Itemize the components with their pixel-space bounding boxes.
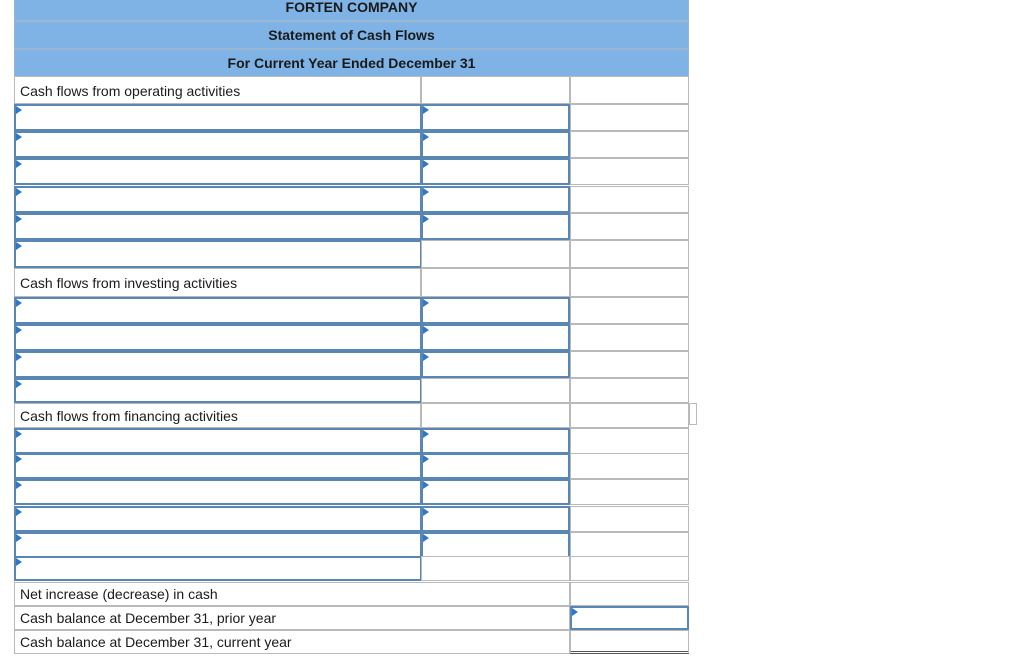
financing-line-5-total-cell — [570, 532, 689, 558]
operating-line-5-label-input[interactable] — [14, 213, 422, 240]
dropdown-marker-icon — [16, 380, 22, 388]
dropdown-marker-icon — [16, 133, 22, 141]
investing-section-label-amount-cell — [421, 268, 570, 297]
investing-line-2-total-cell — [570, 324, 689, 351]
dropdown-marker-icon — [16, 160, 22, 168]
operating-line-3-label-input[interactable] — [14, 158, 422, 185]
net-change-row-amount-cell — [570, 582, 689, 606]
dropdown-marker-icon — [423, 106, 429, 114]
financing-section-label — [14, 403, 421, 428]
company-name-text: FORTEN COMPANY — [285, 0, 418, 15]
operating-line-3-amount-input[interactable] — [421, 158, 570, 185]
operating-net-line-amount-cell — [421, 240, 570, 268]
investing-line-2-label-input[interactable] — [14, 324, 422, 351]
financing-section-label-total-cell — [570, 403, 689, 428]
financing-line-5-amount-input[interactable] — [421, 532, 570, 558]
dropdown-marker-icon — [16, 242, 22, 250]
operating-line-2-amount-input[interactable] — [421, 131, 570, 158]
financing-net-line-amount-cell — [421, 556, 570, 581]
financing-line-1-total-cell — [570, 428, 689, 454]
statement-title-text: Statement of Cash Flows — [268, 27, 435, 43]
investing-line-3-amount-input[interactable] — [421, 351, 570, 378]
financing-line-4-label-input[interactable] — [14, 506, 422, 532]
operating-net-line-total-cell — [570, 240, 689, 268]
dropdown-marker-icon — [16, 106, 22, 114]
dropdown-marker-icon — [423, 160, 429, 168]
operating-line-1-label-input[interactable] — [14, 104, 422, 131]
dropdown-marker-icon — [16, 455, 22, 463]
financing-section-label-text: Cash flows from financing activities — [20, 408, 238, 424]
current-balance-row-amount-cell[interactable] — [570, 630, 689, 654]
operating-line-5-amount-input[interactable] — [421, 213, 570, 240]
dropdown-marker-icon — [423, 133, 429, 141]
current-balance-row-text: Cash balance at December 31, current year — [20, 634, 292, 650]
statement-title — [14, 21, 689, 49]
prior-balance-row-text: Cash balance at December 31, prior year — [20, 610, 277, 626]
investing-line-1-total-cell — [570, 297, 689, 324]
financing-line-2-label-input[interactable] — [14, 453, 422, 479]
financing-line-3-total-cell — [570, 479, 689, 505]
investing-net-line-label-input[interactable] — [14, 378, 422, 403]
dropdown-marker-icon — [16, 430, 22, 438]
net-change-row — [14, 582, 570, 606]
dropdown-marker-icon — [423, 188, 429, 196]
investing-line-3-total-cell — [570, 351, 689, 378]
operating-line-5-total-cell — [570, 213, 689, 240]
dropdown-marker-icon — [423, 455, 429, 463]
investing-net-line-total-cell — [570, 378, 689, 403]
dropdown-marker-icon — [16, 508, 22, 516]
operating-line-4-label-input[interactable] — [14, 186, 422, 213]
operating-line-2-label-input[interactable] — [14, 131, 422, 158]
operating-section-label-total-cell — [570, 76, 689, 104]
dropdown-marker-icon — [423, 326, 429, 334]
net-change-row-text: Net increase (decrease) in cash — [20, 586, 218, 602]
dropdown-marker-icon — [16, 215, 22, 223]
investing-section-label — [14, 268, 421, 297]
investing-line-1-amount-input[interactable] — [421, 297, 570, 324]
financing-line-4-total-cell — [570, 506, 689, 532]
financing-extra-cell — [689, 403, 697, 425]
financing-line-2-total-cell — [570, 453, 689, 479]
investing-section-label-total-cell — [570, 268, 689, 297]
dropdown-marker-icon — [423, 481, 429, 489]
dropdown-marker-icon — [16, 326, 22, 334]
period-title-text: For Current Year Ended December 31 — [227, 55, 476, 71]
dropdown-marker-icon — [16, 481, 22, 489]
dropdown-marker-icon — [423, 534, 429, 542]
financing-line-3-amount-input[interactable] — [421, 479, 570, 505]
dropdown-marker-icon — [16, 558, 22, 566]
dropdown-marker-icon — [423, 508, 429, 516]
operating-line-4-amount-input[interactable] — [421, 186, 570, 213]
operating-section-label — [14, 76, 421, 104]
financing-line-4-amount-input[interactable] — [421, 506, 570, 532]
financing-line-1-amount-input[interactable] — [421, 428, 570, 454]
financing-line-3-label-input[interactable] — [14, 479, 422, 505]
investing-line-3-label-input[interactable] — [14, 351, 422, 378]
dropdown-marker-icon — [16, 353, 22, 361]
dropdown-marker-icon — [16, 299, 22, 307]
operating-line-3-total-cell — [570, 158, 689, 185]
dropdown-marker-icon — [572, 608, 578, 616]
dropdown-marker-icon — [423, 353, 429, 361]
financing-line-2-amount-input[interactable] — [421, 453, 570, 479]
operating-line-1-amount-input[interactable] — [421, 104, 570, 131]
operating-section-label-amount-cell — [421, 76, 570, 104]
prior-balance-row-amount-input[interactable] — [570, 606, 689, 630]
financing-net-line-label-input[interactable] — [14, 556, 422, 581]
dropdown-marker-icon — [423, 430, 429, 438]
financing-net-line-total-cell — [570, 556, 689, 581]
financing-line-5-label-input[interactable] — [14, 532, 422, 558]
investing-section-label-text: Cash flows from investing activities — [20, 275, 238, 291]
operating-line-4-total-cell — [570, 186, 689, 213]
dropdown-marker-icon — [423, 215, 429, 223]
operating-line-1-total-cell — [570, 104, 689, 131]
financing-section-label-amount-cell — [421, 403, 570, 428]
dropdown-marker-icon — [16, 188, 22, 196]
company-name — [14, 0, 689, 21]
financing-line-1-label-input[interactable] — [14, 428, 422, 454]
operating-net-line-label-input[interactable] — [14, 240, 422, 268]
investing-line-1-label-input[interactable] — [14, 297, 422, 324]
investing-line-2-amount-input[interactable] — [421, 324, 570, 351]
operating-line-2-total-cell — [570, 131, 689, 158]
dropdown-marker-icon — [16, 534, 22, 542]
current-balance-row — [14, 630, 570, 654]
prior-balance-row — [14, 606, 570, 630]
period-title — [14, 49, 689, 77]
dropdown-marker-icon — [423, 299, 429, 307]
investing-net-line-amount-cell — [421, 378, 570, 403]
operating-section-label-text: Cash flows from operating activities — [20, 83, 241, 99]
